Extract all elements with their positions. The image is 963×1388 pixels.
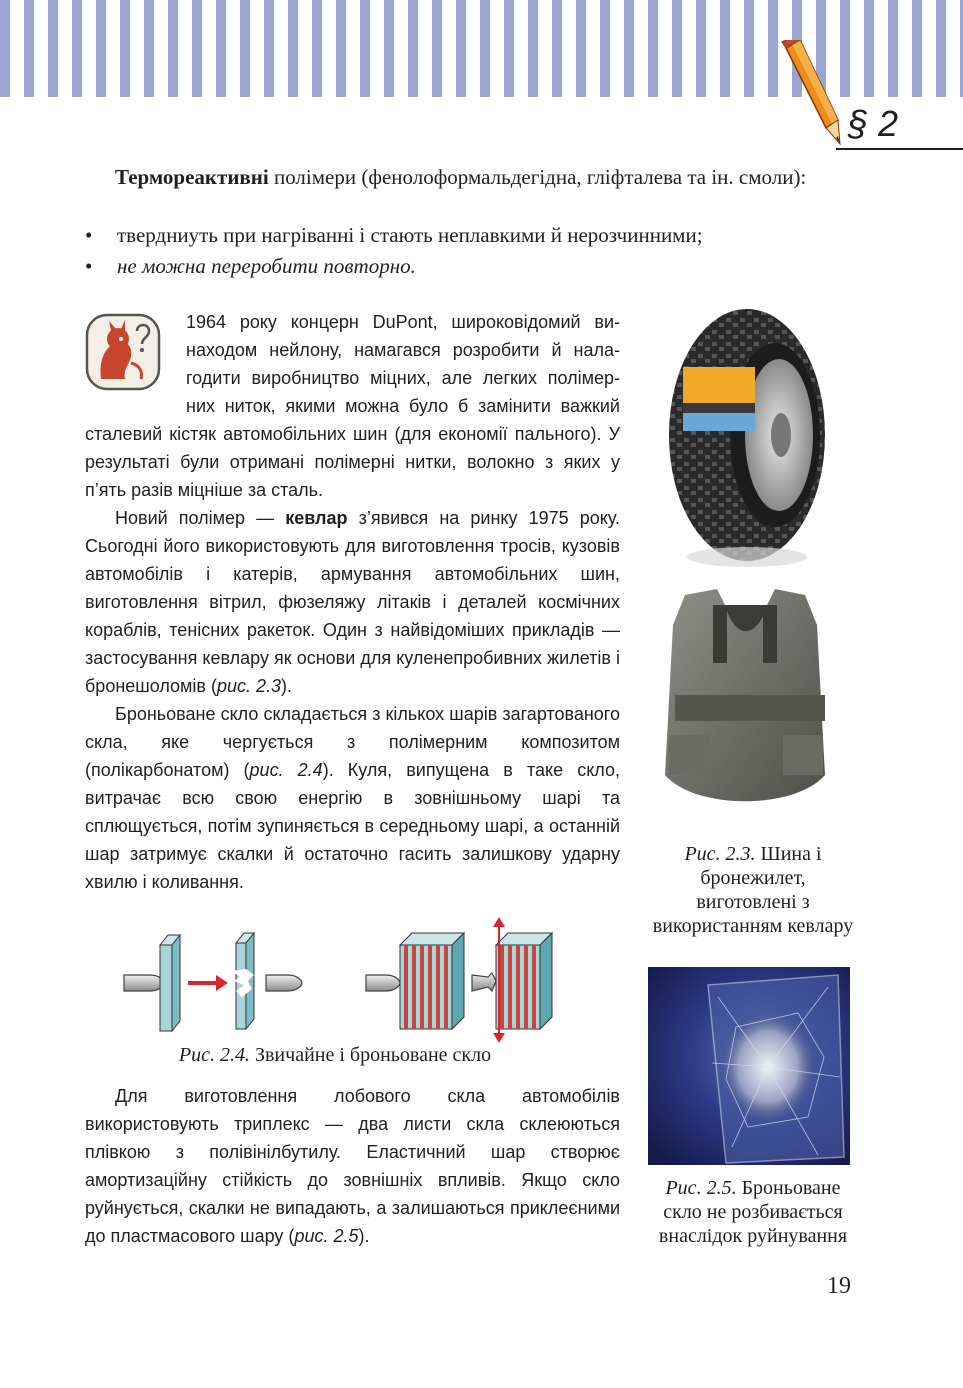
triplex-end: ). bbox=[358, 1226, 370, 1246]
flattened-bullet-icon bbox=[472, 973, 496, 991]
bullet-dot-icon: • bbox=[85, 254, 93, 278]
triplex-before: Для виготовлення лобового скла автомобілів використовують триплекс — два листи скла склеюються плівкою з полівінілбутилу. Еластичний шар створює амортизаційну стійкість до зовнішніх впливів. Якщо скло руйнується, скалки не випадають, а залишаються приклеєними до пластмасового шару ( bbox=[85, 1086, 620, 1246]
glass-figure-ref: рис. 2.4 bbox=[249, 760, 323, 780]
caption-fig-2-5 bbox=[648, 1176, 858, 1248]
caption-text: Броньоване скло не розбивається внаслідок руйнування bbox=[658, 1177, 848, 1247]
page-number: 19 bbox=[827, 1273, 851, 1299]
bullet-text: твердниуть при нагріванні і стають неплавкими й нерозчинними; bbox=[117, 223, 703, 247]
note-rest: сталевий кістяк автомобільних шин (для економії пального). У результаті були отримані полімерні нитки, волокно з яких у п’ять разів міцніше за сталь. bbox=[85, 424, 620, 500]
intro-term: Термореактивні bbox=[115, 165, 269, 189]
glass-paragraph bbox=[85, 700, 620, 896]
kevlar-after: з’явився на ринку 1975 року. Сьогодні його використовують для виготовлення тросів, кузовів автомобілів і катерів, армування автомобільних шин, виготовлення вітрил, фюзеляжу літаків і деталей космічних кораблів, тенісних ракеток. Один з найвідоміших прикладів — застосування кевлару як основи для куленепробивних жилетів і бронешоломів ( bbox=[85, 508, 620, 696]
caption-text: Звичайне і броньоване скло bbox=[249, 1044, 492, 1066]
figure-2-4 bbox=[120, 915, 560, 1045]
kevlar-term: кевлар bbox=[285, 508, 348, 528]
intro-rest: полімери (фенолоформальдегідна, гліфталева та ін. смоли): bbox=[268, 165, 807, 189]
triplex-paragraph bbox=[85, 1082, 620, 1250]
kevlar-before: Новий полімер — bbox=[115, 508, 286, 528]
note-line: годити виробництво міцних, але легких полімер- bbox=[186, 368, 620, 388]
arrow-up-icon bbox=[493, 917, 505, 927]
figure-2-5 bbox=[648, 967, 850, 1165]
note-line: находом нейлону, намагався розробити й нала- bbox=[186, 340, 620, 360]
armored-glass-block-hit bbox=[496, 933, 552, 1029]
caption-label: Рис. 2.3. bbox=[684, 843, 756, 865]
pencil-icon bbox=[778, 40, 848, 150]
note-line: 1964 року концерн DuPont, широковідомий ви- bbox=[186, 312, 620, 332]
note-first-lines bbox=[186, 308, 620, 420]
arrow-icon bbox=[216, 975, 228, 991]
caption-label: Рис. 2.4. bbox=[178, 1044, 250, 1066]
note-line: них ниток, якими можна було б замінити важкий bbox=[186, 396, 620, 416]
section-number: § 2 bbox=[848, 103, 899, 144]
armored-glass-block bbox=[400, 933, 464, 1029]
caption-fig-2-4 bbox=[140, 1043, 530, 1067]
bullet-icon bbox=[124, 975, 164, 991]
kevlar-end: ). bbox=[281, 676, 293, 696]
bullet-text: не можна переробити повторно. bbox=[117, 254, 416, 278]
glass-pane-plain bbox=[160, 945, 172, 1031]
curiosity-icon bbox=[85, 313, 161, 391]
bullet-dot-icon: • bbox=[85, 223, 93, 247]
glass-before: Броньоване скло складається з кількох шарів загартованого скла, яке чергується з полімерним композитом (полікарбонатом) ( bbox=[85, 704, 620, 780]
section-underline bbox=[836, 148, 963, 150]
figure-2-3 bbox=[655, 305, 835, 825]
bullet-icon bbox=[266, 975, 302, 991]
intro-paragraph bbox=[85, 163, 860, 192]
triplex-figure-ref: рис. 2.5 bbox=[294, 1226, 359, 1246]
tire-layer-blue bbox=[683, 413, 755, 431]
caption-text: Шина і бронежилет, виготовлені з використанням кевлару bbox=[652, 843, 854, 937]
tire-layer-yellow bbox=[683, 367, 755, 403]
kevlar-figure-ref: рис. 2.3 bbox=[217, 676, 282, 696]
caption-label: Рис. 2.5. bbox=[665, 1177, 737, 1199]
bullet-icon bbox=[366, 975, 400, 991]
kevlar-paragraph bbox=[85, 504, 620, 700]
arrow-down-icon bbox=[493, 1033, 505, 1043]
glass-after: ). Куля, випущена в таке скло, витрачає всю свою енергію в зовнішньому шарі та сплющується, потім зупиняється в середньому шарі, а останній шар затримує скалки й остаточно гасить залишкову ударну хвилю і коливання. bbox=[85, 760, 620, 892]
caption-fig-2-3 bbox=[648, 842, 858, 938]
